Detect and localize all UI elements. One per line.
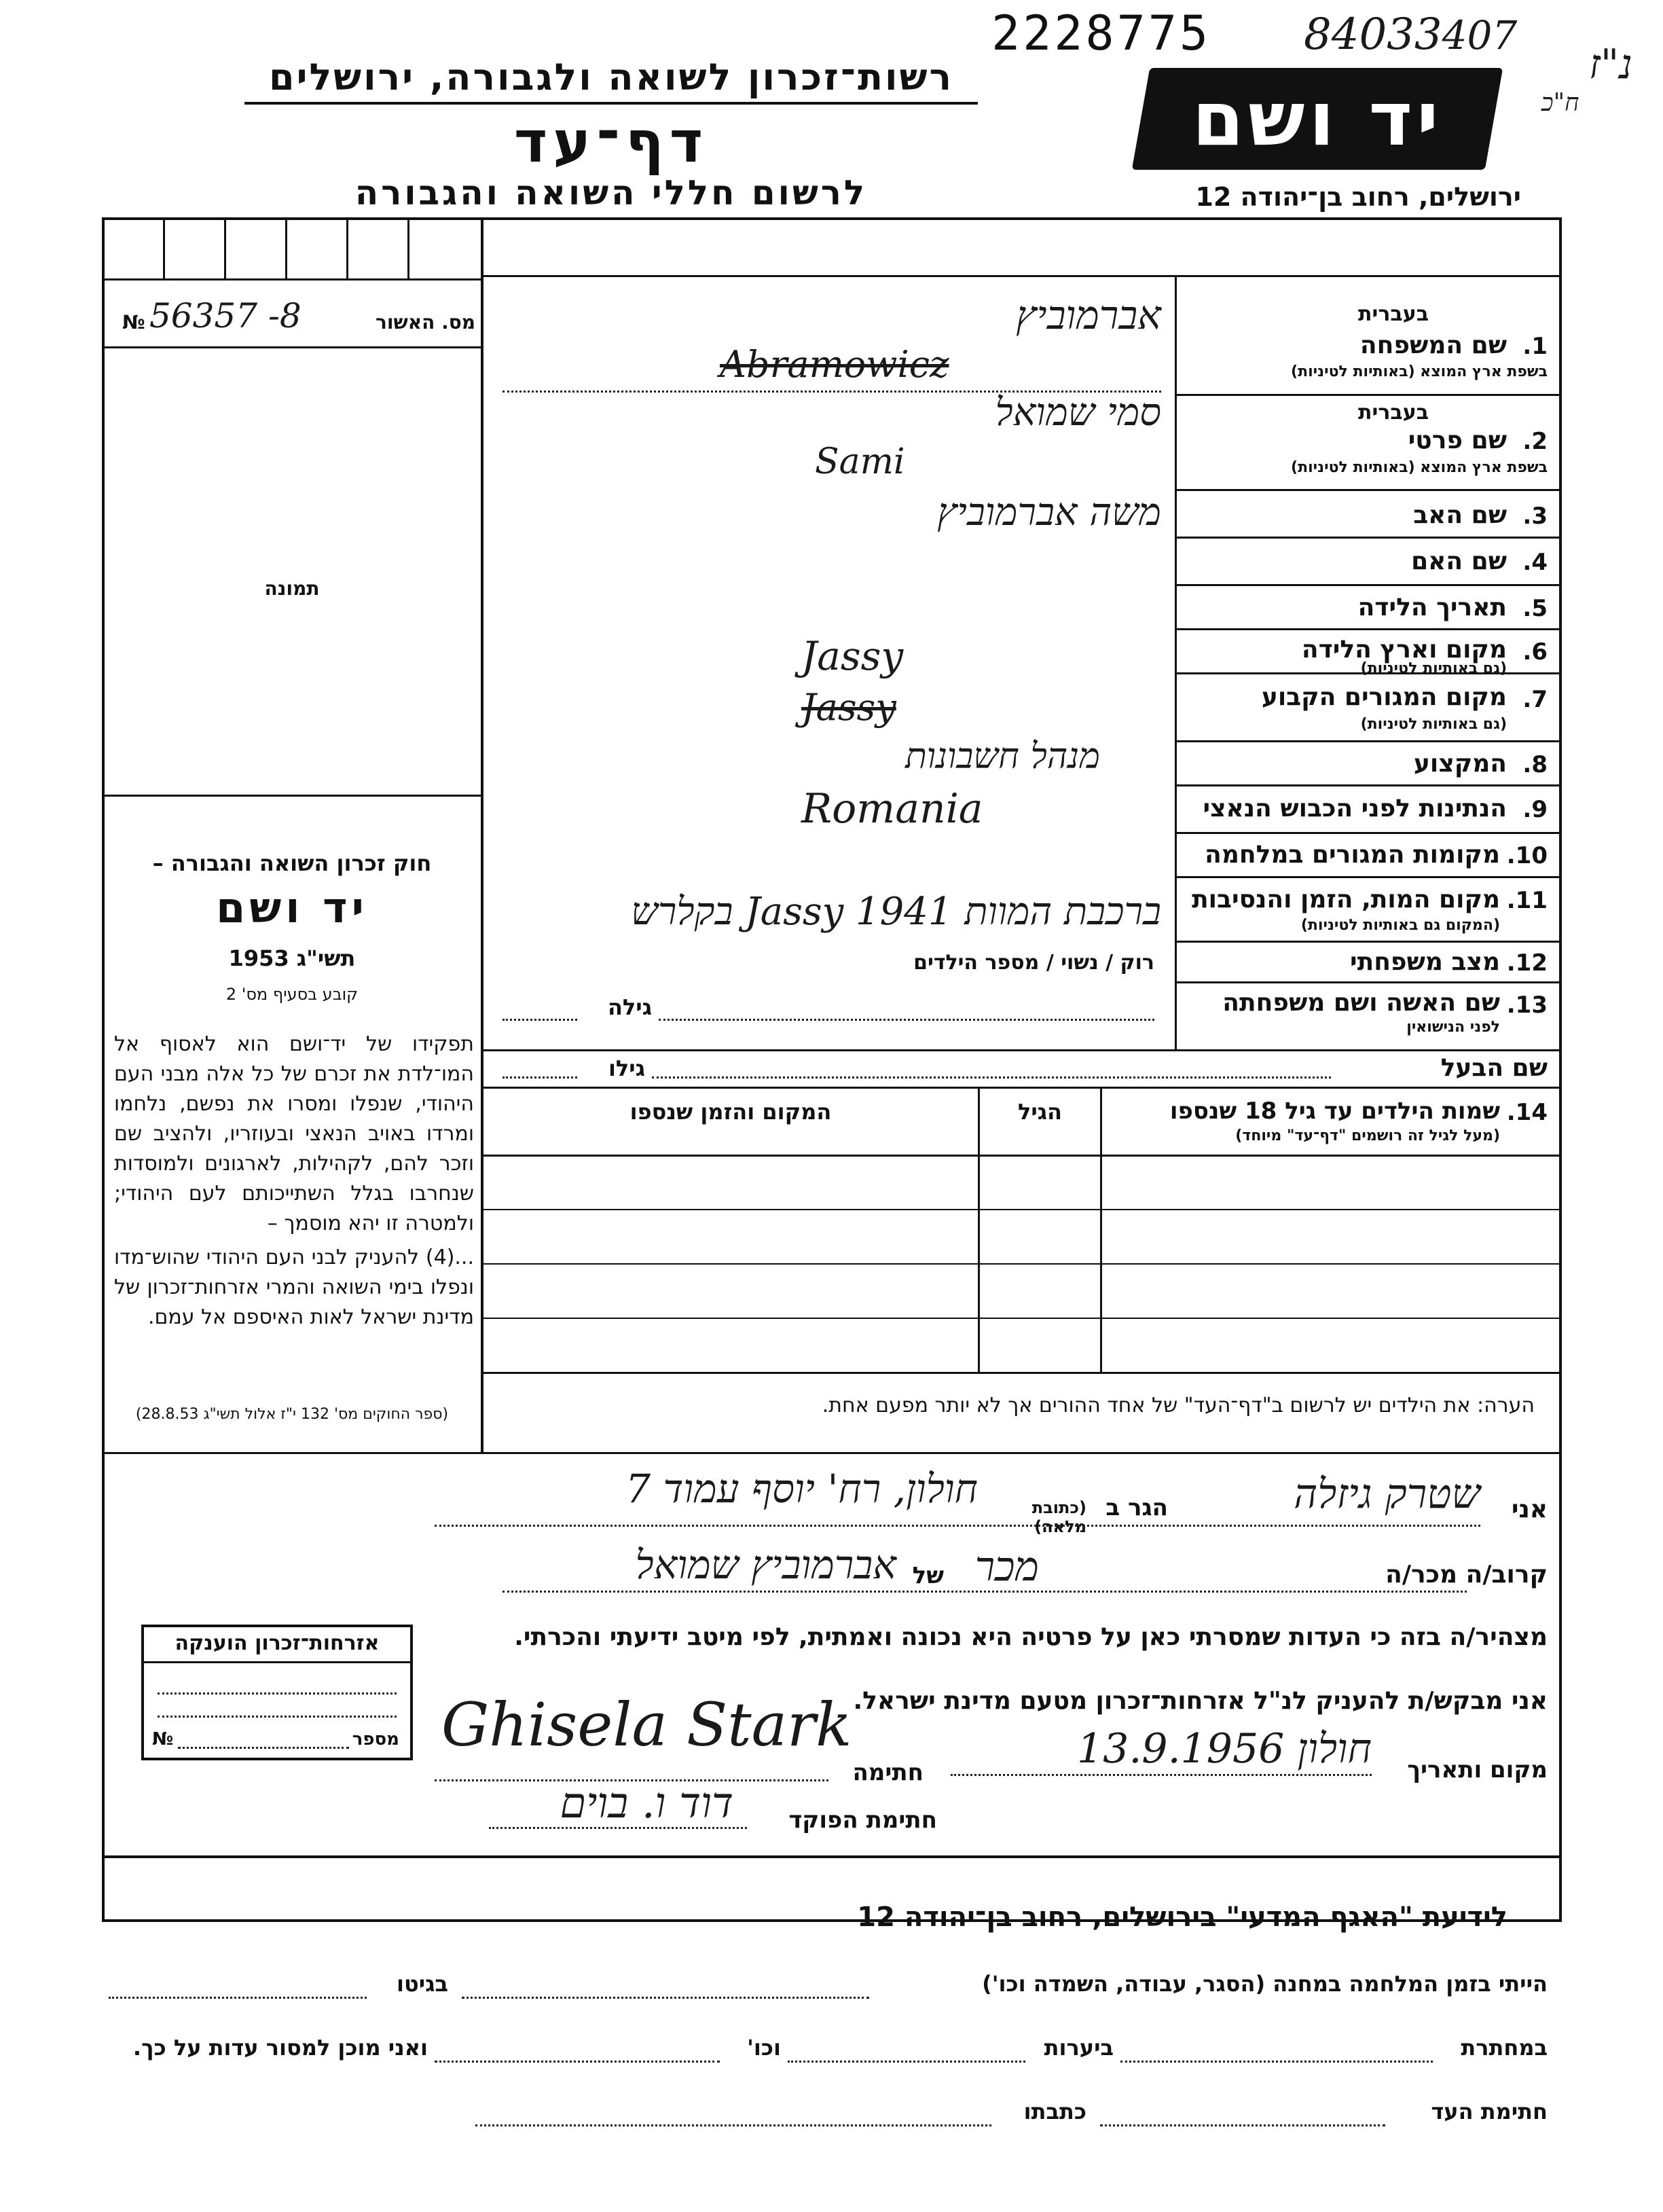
officer-signature: דוד ו. בוים [560, 1778, 733, 1828]
archive-ref-number: 84033 [1304, 10, 1442, 60]
field-6-value: Jassy [801, 633, 904, 679]
field-1-number: 1. [1522, 333, 1548, 360]
witness-i-label: אני [1511, 1495, 1548, 1523]
field-11-value: ברכבת המוות Jassy 1941 בקלרש [631, 890, 1161, 934]
field-9-number: 9. [1522, 796, 1548, 823]
citizenship-box [141, 1625, 413, 1760]
field-8-number: 8. [1522, 751, 1548, 778]
field-2-lang-tag: בעברית [1358, 401, 1429, 424]
field-11-number: 11. [1506, 887, 1548, 914]
field-1-sub: בשפת ארץ המוצא (באותיות לטיניות) [1291, 363, 1548, 380]
authority-title: רשות־זכרון לשואה ולגבורה, ירושלים [268, 56, 954, 98]
husband-label: שם הבעל [1440, 1054, 1548, 1082]
field-1-value-latin: Abramowicz [720, 343, 949, 386]
field-12-number: 12. [1506, 949, 1548, 977]
field-6-label: מקום וארץ הלידה [1301, 636, 1507, 664]
marital-options: רוק / נשוי / מספר הילדים [913, 951, 1154, 975]
relation-value: מכר [974, 1543, 1039, 1591]
field-13-number: 13. [1506, 992, 1548, 1019]
place-date-label: מקום ותאריך [1407, 1756, 1548, 1783]
signature-label: חתימה [852, 1759, 924, 1786]
field-13-sub: לפני הנישואין [1406, 1019, 1500, 1036]
signature-value: Ghisela Stark [441, 1690, 852, 1760]
field-3-label: שם האב [1413, 501, 1507, 529]
footer-line3-b: כתבתו [1023, 2099, 1086, 2124]
corner-mark: נ"ז [1589, 41, 1632, 88]
footer-line1-b: בגיטו [397, 1971, 448, 1997]
footer-line2-d: ואני מוכן למסור עדות על כך. [132, 2035, 428, 2061]
children-title: שמות הילדים עד גיל 18 שנספו [1169, 1098, 1500, 1125]
header-address: ירושלים, רחוב בן־יהודה 12 [1195, 182, 1521, 212]
law-title: חוק זכרון השואה והגבורה – [152, 850, 432, 876]
field-2-label: שם פרטי [1408, 427, 1507, 454]
footer-line2-a: במחתרת [1461, 2035, 1548, 2061]
field-10-number: 10. [1506, 842, 1548, 869]
field-13-label: שם האשה ושם משפחתה [1222, 989, 1500, 1017]
law-text-2: ...(4) להעניק לבני העם היהודי שהוש־מדו ונפלו בימי השואה והמרי אזרחות־זכרון של מדינת ישראל לאות האיספם אל עמם. [114, 1246, 474, 1329]
of-value: אברמוביץ שמואל [635, 1542, 896, 1588]
field-10-label: מקומות המגורים במלחמה [1205, 841, 1500, 869]
children-number: 14. [1506, 1099, 1548, 1126]
officer-label: חתימת הפוקד [788, 1807, 937, 1834]
field-11-label: מקום המות, הזמן והנסיבות [1192, 886, 1500, 913]
field-8-label: המקצוע [1413, 750, 1507, 778]
field-9-label: הנתינות לפני הכבוש הנאצי [1203, 795, 1507, 822]
form-note: הערה: את הילדים יש לרשום ב"דף־העד" של אחד ההורים אך לא יותר מפעם אחת. [822, 1394, 1535, 1417]
field-4-label: שם האם [1411, 547, 1507, 575]
wife-age-label: גילה [607, 994, 652, 1020]
footer-line3-a: חתימת העד [1431, 2099, 1548, 2124]
field-2-value-latin: Sami [815, 441, 905, 482]
citizenship-box-number-label: מספר [352, 1729, 399, 1749]
field-1-value-hebrew: אברמוביץ [1016, 292, 1161, 338]
field-2-number: 2. [1522, 428, 1548, 455]
field-6-number: 6. [1522, 638, 1548, 666]
field-8-value: מנהל חשבונות [905, 736, 1100, 777]
resident-label: הגר ב [1105, 1494, 1168, 1521]
husband-age-label: גילו [608, 1055, 645, 1081]
law-year: תשי"ג 1953 [228, 945, 356, 971]
field-4-number: 4. [1522, 549, 1548, 576]
footer-line2-b: ביערות [1044, 2035, 1114, 2061]
form-number: 2228775 [991, 5, 1211, 61]
place-date-value: חולון 13.9.1956 [1076, 1725, 1372, 1773]
footer-title: לידיעת "האגף המדעי" בירושלים, רחוב בן־יהודה 12 [857, 1902, 1507, 1933]
law-clause: קובע בסעיף מס' 2 [225, 985, 359, 1004]
law-source: (ספר החוקים מס' 132 י"ז אלול תשי"ג 28.8.53) [135, 1406, 449, 1423]
photo-label: תמונה [264, 577, 320, 600]
footer-line2-c: וכו' [747, 2035, 781, 2061]
field-2-sub: בשפת ארץ המוצא (באותיות לטיניות) [1291, 459, 1548, 476]
field-7-sub: (גם באותיות לטיניות) [1360, 716, 1507, 733]
approval-number-row [122, 296, 475, 340]
archive-ref-suffix: 407 [1442, 12, 1518, 58]
children-sub: (מעל לגיל זה רושמים "דף־עד" מיוחד) [1235, 1127, 1500, 1144]
approval-no-prefix: № [122, 311, 145, 333]
children-col-age: הגיל [1017, 1099, 1063, 1125]
field-12-label: מצב משפחתי [1350, 948, 1500, 976]
field-7-label: מקום המגורים הקבוע [1261, 683, 1507, 711]
field-11-sub: (המקום גם באותיות לטיניות) [1300, 917, 1500, 934]
form-title: דף־עד [513, 109, 709, 175]
field-1-lang-tag: בעברית [1358, 302, 1429, 326]
field-9-value: Romania [801, 785, 983, 833]
citizenship-box-title: אזרחות־זכרון הוענקה [175, 1631, 380, 1655]
approval-label: מס. האשור [376, 311, 475, 333]
archive-ref [1304, 10, 1517, 60]
field-5-label: תאריך הלידה [1357, 594, 1507, 621]
field-3-number: 3. [1522, 503, 1548, 530]
full-address-hint: (כתובת מלאה) [1031, 1498, 1086, 1536]
logo-text: יד ושם [1192, 75, 1443, 162]
children-col-place: המקום והזמן שנספו [629, 1099, 832, 1125]
approval-number: 56357 -8 [149, 296, 301, 336]
field-7-value: Jassy [801, 686, 896, 729]
field-6-sub: (גם באותיות לטיניות) [1360, 660, 1507, 677]
request: אני מבקש/ת להעניק לנ"ל אזרחות־זכרון מטעם מדינת ישראל. [853, 1687, 1548, 1715]
yad-vashem-logo [1132, 68, 1503, 170]
declaration: מצהיר/ה בזה כי העדות שמסרתי כאן על פרטיה היא נכונה ואמתית, לפי מיטב ידיעתי והכרתי. [514, 1623, 1548, 1651]
witness-name: שטרק גיזלה [1294, 1470, 1480, 1518]
witness-address: חולון, רח' יוסף עמוד 7 [625, 1466, 978, 1512]
field-5-number: 5. [1522, 595, 1548, 622]
law-name: יד ושם [216, 883, 368, 932]
field-3-value: משה אברמוביץ [937, 490, 1161, 534]
citizenship-box-no: № [152, 1729, 174, 1749]
of-label-visible: של [912, 1562, 944, 1589]
field-7-number: 7. [1522, 686, 1548, 713]
relative-label: קרוב/ה מכר/ה [1385, 1561, 1548, 1589]
form-subtitle: לרשום חללי השואה והגבורה [354, 173, 868, 213]
footer-line1-a: הייתי בזמן המלחמה במחנה (הסגר, עבודה, השמדה וכו') [982, 1971, 1548, 1997]
field-2-value-hebrew: סמי שמואל [995, 391, 1161, 435]
corner-note: ח"כ [1541, 89, 1579, 117]
field-1-label: שם המשפחה [1359, 331, 1507, 359]
law-text: תפקידו של יד־ושם הוא לאסוף אל המו־לדת את זכרם של כל אלה מבני העם היהודי, שנפלו ומסרו את נפשם, נלחמו ומרדו באויב הנאצי ובעוזריו, ולהציב שם וזכר להם, לקהילות, לארגונים ולמוסדות שנחרבו בגלל השתייכותם לעם היהודי; ולמטרה זו יהא מוסמך – [114, 1032, 474, 1235]
